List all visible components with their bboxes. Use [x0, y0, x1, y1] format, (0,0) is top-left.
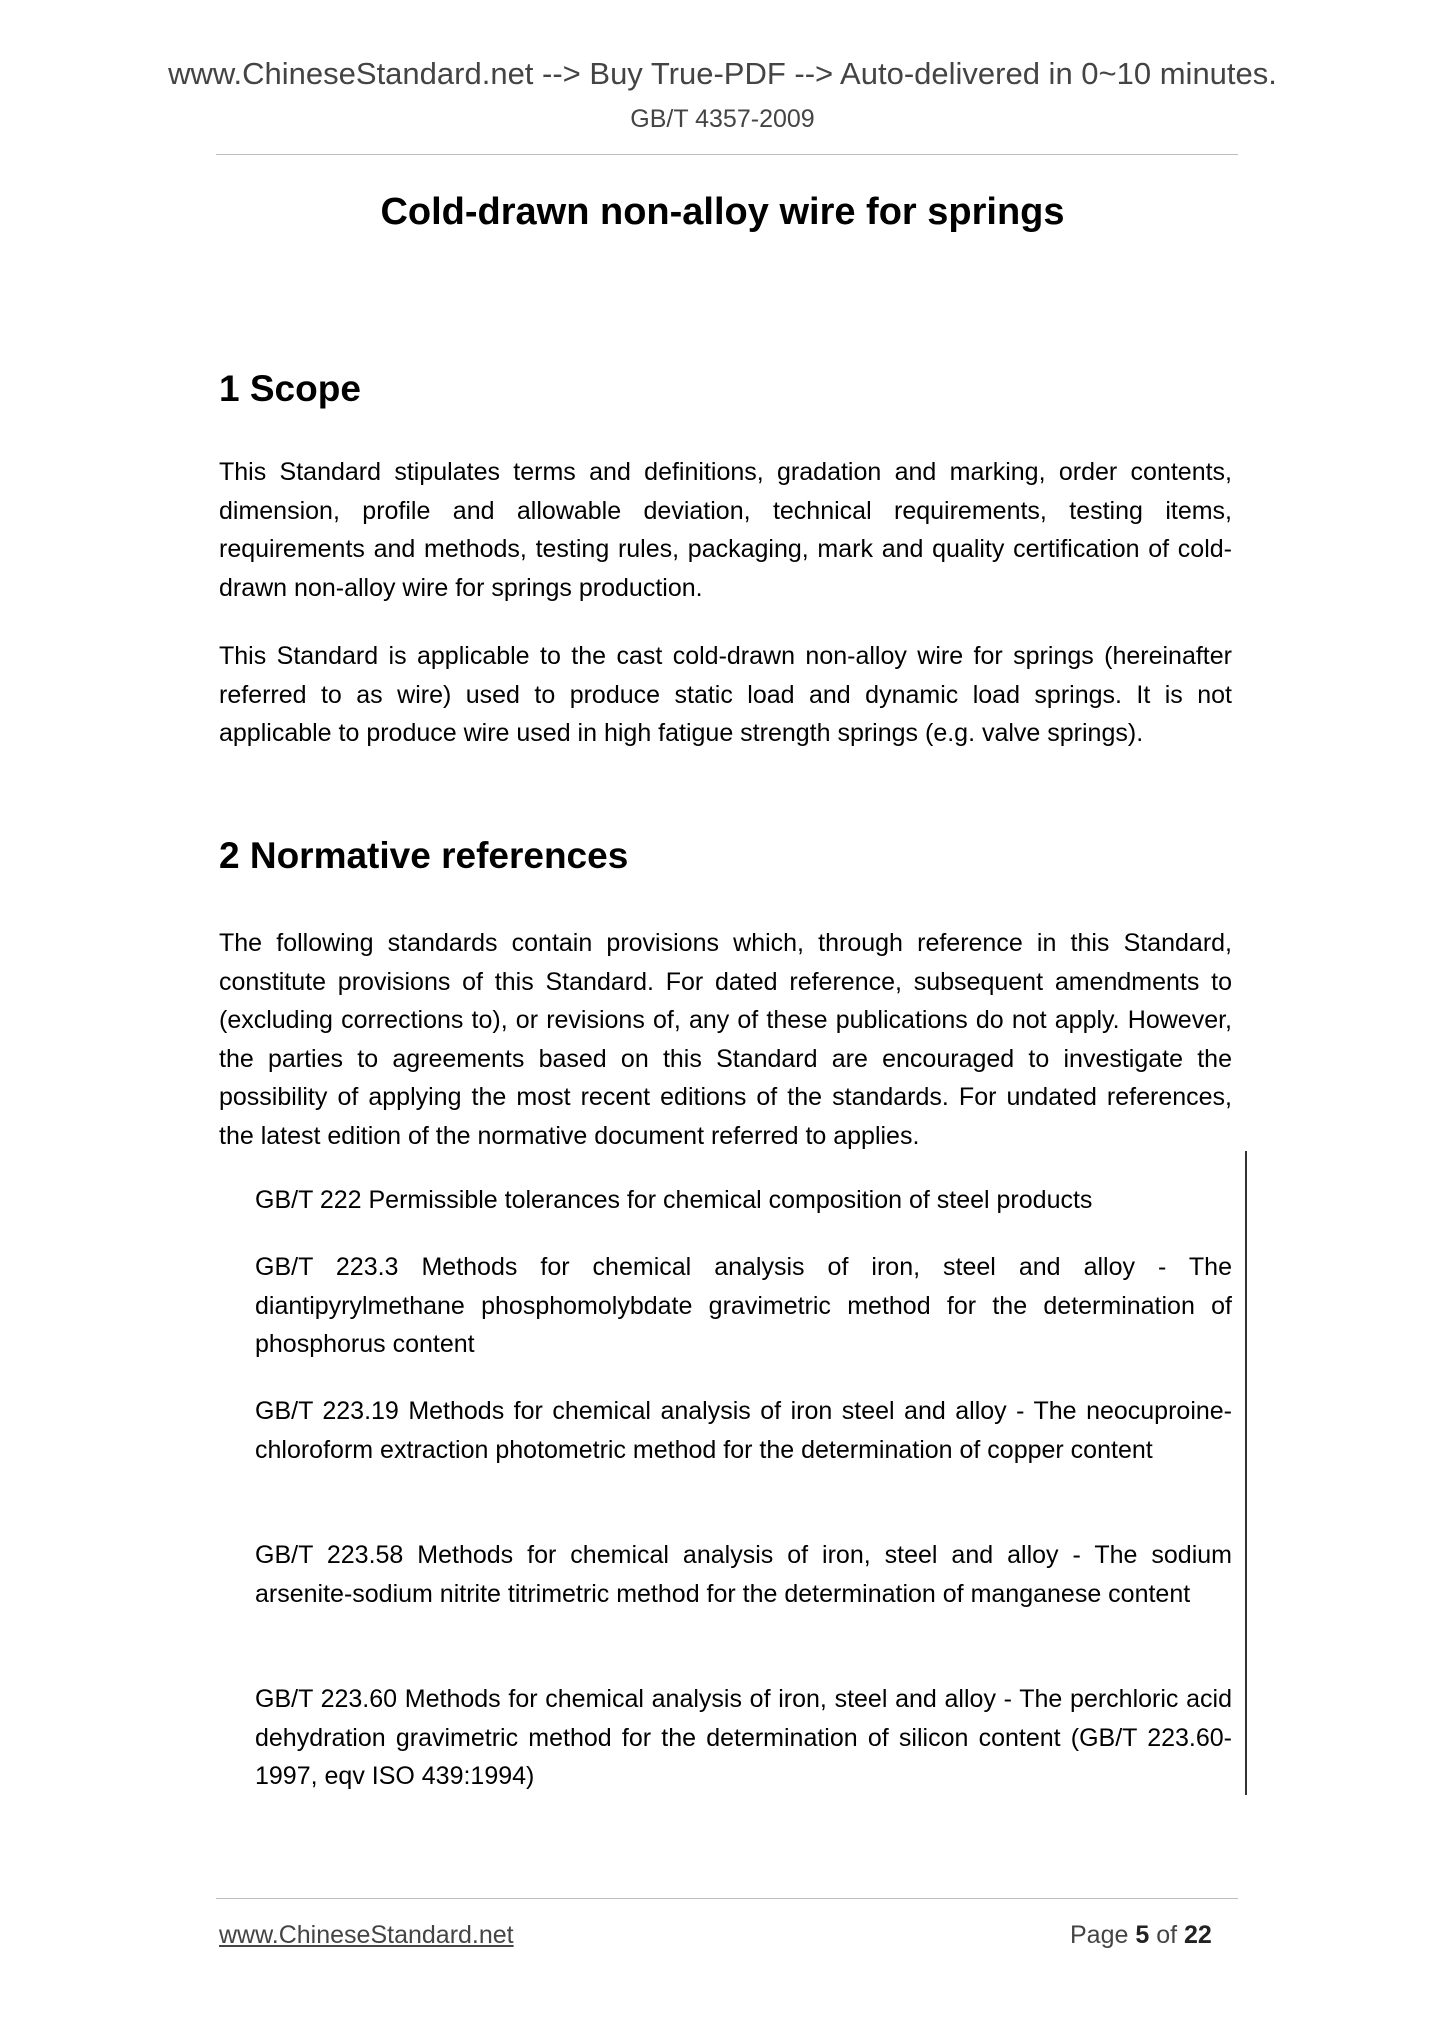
section-heading-normative-references: 2 Normative references: [219, 835, 629, 876]
reference-item: GB/T 222 Permissible tolerances for chemical composition of steel products: [255, 1186, 1093, 1214]
page-of-word: of: [1156, 1921, 1178, 1949]
document-code: GB/T 4357-2009: [630, 105, 815, 133]
footer-divider: [216, 1898, 1238, 1899]
header-divider: [216, 154, 1238, 155]
reference-item: GB/T 223.58 Methods for chemical analysis of iron, steel and alloy - The sodium arsenite-sodium nitrite titrimetric method for the determination of manganese content: [255, 1541, 1232, 1608]
revision-change-bar: [1245, 1151, 1247, 1795]
page-word: Page: [1070, 1921, 1129, 1949]
normative-references-intro: The following standards contain provisions which, through reference in this Standard, constitute provisions of this Standard. For dated reference, subsequent amendments to (excluding corrections to), or revisions of, any of these publications do not apply. However, the parties to agreements based on this Standard are encouraged to investigate the possibility of applying the most recent editions of the standards. For undated references, the latest edition of the normative document referred to applies.: [219, 929, 1232, 1150]
scope-paragraph-1: This Standard stipulates terms and definitions, gradation and marking, order contents, dimension, profile and allowable deviation, technical requirements, testing items, requirements and methods, testing rules, packaging, mark and quality certification of cold-drawn non-alloy wire for springs production.: [219, 458, 1232, 602]
footer-website-link[interactable]: www.ChineseStandard.net: [219, 1921, 514, 1949]
section-heading-scope: 1 Scope: [219, 368, 361, 409]
page-indicator: [1070, 1920, 1212, 1950]
reference-item: GB/T 223.19 Methods for chemical analysis of iron steel and alloy - The neocuproine-chloroform extraction photometric method for the determination of copper content: [255, 1397, 1232, 1464]
document-title: Cold-drawn non-alloy wire for springs: [380, 191, 1065, 233]
scope-paragraph-2: This Standard is applicable to the cast cold-drawn non-alloy wire for springs (hereinafter referred to as wire) used to produce static load and dynamic load springs. It is not applicable to produce wire used in high fatigue strength springs (e.g. valve springs).: [219, 642, 1232, 747]
reference-item: GB/T 223.60 Methods for chemical analysis of iron, steel and alloy - The perchloric acid dehydration gravimetric method for the determination of silicon content (GB/T 223.60-1997, eqv ISO 439:1994): [255, 1685, 1232, 1790]
header-banner: www.ChineseStandard.net --> Buy True-PDF --> Auto-delivered in 0~10 minutes.: [168, 56, 1277, 91]
page-current-number: 5: [1135, 1921, 1150, 1949]
reference-item: GB/T 223.3 Methods for chemical analysis of iron, steel and alloy - The diantipyrylmethane phosphomolybdate gravimetric method for the determination of phosphorus content: [255, 1253, 1232, 1358]
page-total-number: 22: [1184, 1921, 1212, 1949]
